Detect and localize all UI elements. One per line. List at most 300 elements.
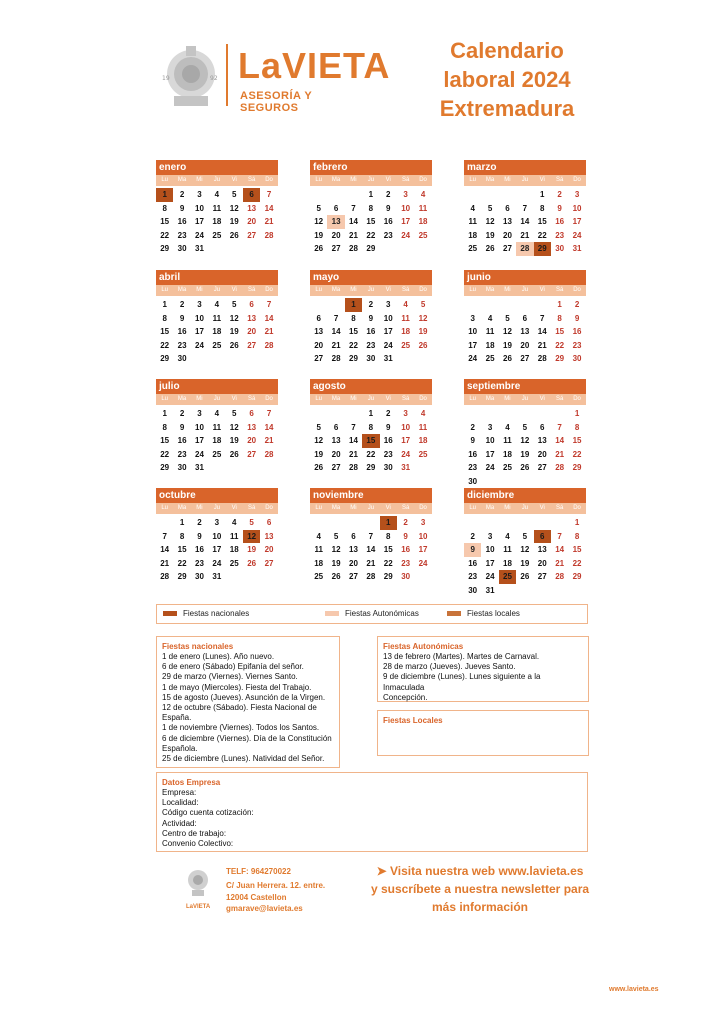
calendar-day: 22	[349, 340, 358, 350]
calendar-day: 12	[520, 436, 530, 446]
days-grid	[464, 516, 586, 598]
calendar-day: 21	[264, 436, 274, 446]
calendar-day: 18	[468, 230, 478, 240]
weekday-label: Vi	[231, 505, 237, 511]
calendar-day: 14	[160, 545, 170, 555]
empty-day	[310, 516, 327, 530]
calendar-day: 23	[177, 340, 187, 350]
weekday-label: Ju	[367, 396, 375, 402]
calendar-day: 10	[195, 203, 204, 213]
calendar-day: 14	[537, 327, 547, 337]
calendar-day: 28	[160, 572, 170, 582]
codigo-cuenta-field: Código cuenta cotización:	[162, 808, 254, 818]
calendar-day: 17	[195, 217, 204, 227]
calendar-day: 3	[574, 190, 580, 199]
weekday-label: Do	[419, 396, 427, 402]
calendar-day: 10	[383, 313, 393, 323]
calendar-day: 9	[470, 436, 475, 446]
weekday-label: Do	[265, 177, 273, 183]
calendar-day: 18	[418, 217, 428, 227]
calendar-day: 7	[368, 531, 374, 541]
calendar-day: 25	[401, 340, 411, 350]
fiesta-nacional-line: 15 de agosto (Jueves). Asunción de la Virgen.	[162, 692, 326, 702]
calendar-day: 20	[331, 449, 341, 459]
calendar-day: 22	[555, 340, 565, 350]
calendar-day: 15	[366, 217, 376, 227]
month-title: septiembre	[464, 379, 586, 394]
empty-day	[345, 516, 362, 530]
weekday-label: Ma	[485, 396, 495, 402]
calendar-day: 9	[403, 531, 408, 541]
weekday-label: Mi	[350, 396, 357, 402]
calendar-day: 29	[366, 244, 376, 254]
calendar-day: 5	[505, 313, 510, 323]
calendar-day: 3	[420, 518, 426, 527]
empty-day	[499, 298, 516, 312]
empty-day	[345, 407, 362, 421]
calendar-day: 4	[505, 531, 510, 541]
calendar-day: 9	[179, 422, 185, 432]
calendar-day: 1	[540, 190, 545, 199]
weekday-label: Sá	[555, 396, 564, 402]
calendar-day: 20	[247, 436, 257, 446]
calendar-day: 12	[503, 327, 512, 337]
corner-website-link[interactable]: www.lavieta.es	[609, 986, 659, 993]
weekday-header	[464, 394, 586, 405]
calendar-day: 6	[249, 300, 254, 309]
calendar-day: 13	[331, 436, 341, 446]
calendar-day: 10	[195, 422, 204, 432]
empty-day	[310, 188, 327, 202]
calendar-day: 3	[403, 409, 408, 418]
calendar-day: 10	[485, 545, 495, 555]
calendar-day: 17	[212, 545, 222, 555]
datos-empresa-box	[156, 772, 588, 852]
calendar-day: 14	[264, 422, 274, 432]
calendar-day: 25	[499, 570, 516, 584]
calendar-day: 1	[574, 409, 580, 418]
calendar-day: 20	[314, 340, 324, 350]
calendar-day: 10	[195, 313, 204, 323]
calendar-day: 10	[401, 422, 411, 432]
calendar-day: 17	[401, 436, 411, 446]
weekday-label: Sá	[401, 505, 410, 511]
calendar-day: 24	[212, 558, 222, 568]
calendar-day: 26	[229, 230, 239, 240]
calendar-day: 30	[177, 463, 187, 473]
calendar-day: 4	[232, 518, 237, 527]
fiesta-nacional-line: 6 de enero (Sábado) Epifanía del señor.	[162, 662, 304, 672]
empty-day	[499, 188, 516, 202]
calendar-day: 7	[266, 190, 272, 199]
weekday-label: Lu	[161, 396, 169, 402]
weekday-label: Vi	[231, 287, 237, 293]
calendar-day: 7	[557, 531, 562, 541]
empty-day	[534, 407, 551, 421]
calendar-day: 26	[520, 572, 530, 582]
calendar-day: 26	[247, 558, 257, 568]
calendar-day: 11	[468, 217, 477, 227]
calendar-day: 2	[179, 409, 185, 418]
month-title: abril	[156, 270, 278, 285]
calendar-day: 11	[230, 531, 239, 541]
weekday-label: Sá	[555, 177, 564, 183]
calendar-day: 15	[537, 217, 547, 227]
calendar-day: 19	[331, 558, 341, 568]
calendar-day: 24	[195, 230, 204, 240]
calendar-day: 20	[520, 340, 530, 350]
calendar-day: 25	[418, 449, 428, 459]
page-title	[420, 36, 594, 123]
contact-email[interactable]: gmarave@lavieta.es	[226, 904, 303, 914]
legend-item-nacionales	[163, 609, 249, 618]
calendar-day: 3	[386, 300, 391, 309]
calendar-day: 26	[418, 340, 428, 350]
calendar-day: 11	[212, 203, 222, 213]
calendar-day: 12	[331, 545, 341, 555]
calendar-day: 2	[386, 190, 391, 199]
empty-day	[310, 298, 327, 312]
calendar-day: 30	[555, 244, 565, 254]
weekday-label: Ma	[485, 505, 495, 511]
calendar-day: 14	[520, 217, 530, 227]
calendar-day: 24	[401, 230, 411, 240]
promo-line-2: y suscríbete a nuestra newsletter para	[370, 882, 590, 896]
calendar-day: 18	[212, 217, 222, 227]
month-title: enero	[156, 160, 278, 175]
calendar-day: 10	[572, 203, 582, 213]
calendar-day: 28	[516, 242, 533, 256]
calendar-day: 11	[314, 545, 323, 555]
calendar-day: 9	[386, 422, 391, 432]
empty-day	[464, 407, 481, 421]
empty-day	[345, 188, 362, 202]
calendar-day: 3	[214, 518, 220, 527]
calendar-day: 16	[401, 545, 411, 555]
calendar-day: 12	[418, 313, 428, 323]
calendar-day: 15	[160, 436, 170, 446]
calendar-day: 2	[197, 518, 202, 527]
calendar-day: 17	[572, 217, 582, 227]
calendar-day: 13	[349, 545, 358, 555]
weekday-header	[310, 175, 432, 186]
weekday-label: Sá	[401, 177, 410, 183]
calendar-day: 21	[555, 558, 565, 568]
calendar-day: 11	[503, 436, 512, 446]
fiesta-nacional-line: 29 de marzo (Viernes). Viernes Santo.	[162, 672, 298, 682]
calendar-day: 5	[232, 300, 237, 309]
contact-address-2: 12004 Castellon	[226, 892, 287, 902]
calendar-day: 24	[485, 572, 495, 582]
calendar-day: 27	[247, 230, 257, 240]
calendar-day: 27	[537, 572, 547, 582]
calendar-day: 9	[386, 203, 391, 213]
calendar-day: 24	[485, 463, 495, 473]
empty-day	[481, 298, 498, 312]
calendar-day: 26	[229, 340, 239, 350]
weekday-label: Ju	[521, 287, 529, 293]
calendar-day: 4	[214, 409, 220, 418]
website-link[interactable]: www.lavieta.es	[498, 864, 584, 878]
calendar-day: 28	[349, 244, 358, 254]
calendar-day: 26	[229, 449, 239, 459]
weekday-label: Ju	[521, 177, 529, 183]
calendar-day: 19	[520, 449, 530, 459]
weekday-label: Ma	[485, 177, 495, 183]
calendar-day: 12	[520, 545, 530, 555]
calendar-day: 8	[351, 313, 356, 323]
calendar-day: 6	[266, 518, 272, 527]
calendar-day: 4	[420, 409, 426, 418]
calendar-day: 15	[362, 434, 379, 448]
calendar-day: 27	[247, 449, 257, 459]
empty-day	[551, 407, 568, 421]
calendar-day: 13	[247, 313, 257, 323]
contact-info	[226, 866, 325, 915]
calendar-day: 21	[349, 230, 358, 240]
weekday-label: Sá	[555, 287, 564, 293]
calendar-day: 8	[162, 203, 167, 213]
calendar-day: 19	[229, 217, 239, 227]
calendar-day: 15	[572, 545, 582, 555]
calendar-day: 18	[314, 558, 324, 568]
fiesta-nacional-line: 1 de mayo (Miercoles). Fiesta del Trabajo.	[162, 682, 312, 692]
calendar-day: 29	[160, 354, 170, 364]
calendar-day: 27	[314, 354, 324, 364]
days-grid	[310, 516, 432, 584]
days-grid	[156, 407, 278, 475]
weekday-label: Ma	[177, 287, 187, 293]
calendar-day: 3	[197, 300, 202, 309]
legend-swatch-autonomicas	[325, 611, 339, 616]
empty-day	[327, 407, 344, 421]
weekday-header	[156, 175, 278, 186]
calendar-day: 1	[162, 300, 167, 309]
calendar-day: 16	[572, 327, 582, 337]
calendar-day: 28	[264, 340, 274, 350]
calendar-day: 23	[572, 340, 582, 350]
weekday-label: Mi	[350, 177, 357, 183]
calendar-day: 31	[401, 463, 411, 473]
calendar-day: 3	[470, 313, 475, 323]
weekday-label: Vi	[385, 505, 391, 511]
calendar-day: 9	[197, 531, 202, 541]
calendar-day: 2	[470, 531, 475, 541]
month-title: diciembre	[464, 488, 586, 503]
calendar-day: 2	[368, 300, 374, 309]
weekday-label: Ju	[367, 505, 375, 511]
calendar-day: 31	[195, 244, 204, 254]
weekday-label: Do	[573, 505, 581, 511]
calendar-day: 21	[349, 449, 358, 459]
calendar-day: 29	[177, 572, 187, 582]
calendar-day: 9	[368, 313, 374, 323]
fiesta-nacional-line: 1 de noviembre (Viernes). Todos los Santos.	[162, 723, 320, 733]
calendar-day: 27	[520, 354, 530, 364]
calendar-day: 17	[485, 558, 495, 568]
calendar-day: 22	[537, 230, 547, 240]
calendar-day: 6	[333, 422, 339, 432]
calendar-day: 11	[212, 422, 222, 432]
calendar-day: 23	[468, 572, 478, 582]
calendar-day: 22	[177, 558, 187, 568]
calendar-day: 25	[503, 463, 512, 473]
weekday-label: Do	[573, 396, 581, 402]
weekday-label: Mi	[350, 505, 357, 511]
weekday-label: Do	[573, 177, 581, 183]
weekday-label: Vi	[385, 177, 391, 183]
weekday-label: Do	[265, 287, 273, 293]
calendar-day: 5	[232, 190, 237, 199]
calendar-day: 14	[555, 545, 565, 555]
weekday-label: Sá	[401, 396, 410, 402]
days-grid	[464, 298, 586, 366]
calendar-day: 19	[485, 230, 495, 240]
fiesta-nacional-line: 1 de enero (Lunes). Año nuevo.	[162, 652, 275, 661]
calendar-day: 20	[264, 545, 274, 555]
calendar-day: 8	[386, 531, 391, 541]
footer-logo-name: LaVIETA	[186, 904, 211, 910]
weekday-label: Ju	[367, 177, 375, 183]
empty-day	[310, 407, 327, 421]
calendar-day: 18	[212, 436, 222, 446]
empty-day	[464, 188, 481, 202]
calendar-day: 16	[468, 449, 478, 459]
empty-day	[481, 516, 498, 530]
weekday-header	[310, 503, 432, 514]
calendar-day: 7	[522, 203, 528, 213]
month-title: noviembre	[310, 488, 432, 503]
weekday-label: Vi	[385, 287, 391, 293]
calendar-day: 2	[403, 518, 408, 527]
calendar-day: 8	[574, 422, 580, 432]
month-enero	[156, 160, 278, 256]
weekday-label: Ma	[331, 287, 341, 293]
calendar-day: 16	[468, 558, 478, 568]
title-line-2: laboral 2024	[443, 67, 571, 92]
weekday-label: Ma	[177, 396, 187, 402]
weekday-label: Do	[265, 505, 273, 511]
calendar-day: 15	[555, 327, 565, 337]
fiesta-autonomica-line: 9 de diciembre (Lunes). Lunes siguiente a la Inmaculada	[383, 672, 541, 692]
centro-trabajo-field: Centro de trabajo:	[162, 828, 227, 838]
calendar-day: 28	[366, 572, 376, 582]
weekday-header	[310, 285, 432, 296]
days-grid	[310, 407, 432, 475]
weekday-label: Ma	[331, 396, 341, 402]
calendar-day: 13	[247, 203, 257, 213]
weekday-label: Vi	[231, 177, 237, 183]
calendar-day: 21	[264, 217, 274, 227]
calendar-day: 6	[505, 203, 510, 213]
calendar-day: 8	[162, 422, 167, 432]
calendar-day: 5	[420, 300, 426, 309]
days-grid	[156, 516, 278, 584]
calendar-day: 29	[534, 242, 551, 256]
calendar-day: 10	[468, 327, 478, 337]
empty-day	[534, 298, 551, 312]
weekday-label: Vi	[539, 505, 545, 511]
calendar-day: 20	[247, 327, 257, 337]
calendar-day: 28	[331, 354, 341, 364]
calendar-day: 7	[266, 300, 272, 309]
calendar-day: 1	[179, 518, 185, 527]
weekday-label: Mi	[350, 287, 357, 293]
weekday-label: Do	[419, 287, 427, 293]
legend-label-nacionales: Fiestas nacionales	[183, 609, 250, 618]
calendar-day: 19	[229, 327, 239, 337]
calendar-day: 22	[160, 340, 170, 350]
calendar-day: 25	[212, 230, 222, 240]
month-title: junio	[464, 270, 586, 285]
calendar-day: 24	[401, 449, 411, 459]
calendar-day: 14	[264, 203, 274, 213]
legend-swatch-locales	[447, 611, 461, 616]
calendar-day: 30	[177, 354, 187, 364]
calendar-day: 19	[418, 327, 428, 337]
weekday-label: Mi	[196, 396, 203, 402]
actividad-field: Actividad:	[162, 818, 197, 828]
month-mayo	[310, 270, 432, 366]
calendar-day: 30	[468, 476, 478, 486]
weekday-label: Sá	[247, 287, 256, 293]
calendar-day: 17	[401, 217, 411, 227]
empty-day	[551, 516, 568, 530]
calendar-day: 21	[555, 449, 565, 459]
calendar-day: 22	[383, 558, 393, 568]
weekday-label: Do	[265, 396, 273, 402]
calendar-day: 3	[487, 422, 493, 432]
calendar-day: 5	[487, 203, 493, 213]
weekday-label: Ma	[177, 505, 187, 511]
weekday-label: Sá	[247, 177, 256, 183]
calendar-day: 19	[314, 449, 324, 459]
empty-day	[327, 188, 344, 202]
calendar-day: 23	[555, 230, 565, 240]
calendar-day: 4	[214, 300, 220, 309]
calendar-day: 18	[503, 449, 512, 459]
contact-address-1: C/ Juan Herrera. 12. entre.	[226, 881, 326, 891]
fiesta-nacional-line: 25 de diciembre (Lunes). Natividad del Señor.	[162, 754, 325, 764]
calendar-day: 14	[366, 545, 376, 555]
calendar-day: 25	[212, 340, 222, 350]
calendar-day: 21	[160, 558, 170, 568]
calendar-day: 19	[520, 558, 530, 568]
calendar-day: 25	[468, 244, 478, 254]
calendar-day: 19	[503, 340, 512, 350]
calendar-day: 29	[160, 463, 170, 473]
calendar-day: 30	[366, 354, 376, 364]
calendar-day: 26	[314, 463, 324, 473]
month-diciembre	[464, 488, 586, 598]
calendar-day: 16	[366, 327, 376, 337]
legend-swatch-nacionales	[163, 611, 177, 616]
footer-locomotive-icon	[186, 866, 210, 898]
month-noviembre	[310, 488, 432, 584]
empty-day	[534, 516, 551, 530]
calendar-day: 22	[160, 449, 170, 459]
arrow-right-icon: ➤	[376, 864, 387, 878]
empty-day	[516, 298, 533, 312]
calendar-day: 18	[503, 558, 512, 568]
calendar-day: 19	[247, 545, 257, 555]
calendar-day: 12	[485, 217, 495, 227]
empty-day	[499, 516, 516, 530]
calendar-day: 25	[418, 230, 428, 240]
month-title: mayo	[310, 270, 432, 285]
weekday-label: Ju	[213, 396, 221, 402]
calendar-day: 7	[351, 203, 356, 213]
